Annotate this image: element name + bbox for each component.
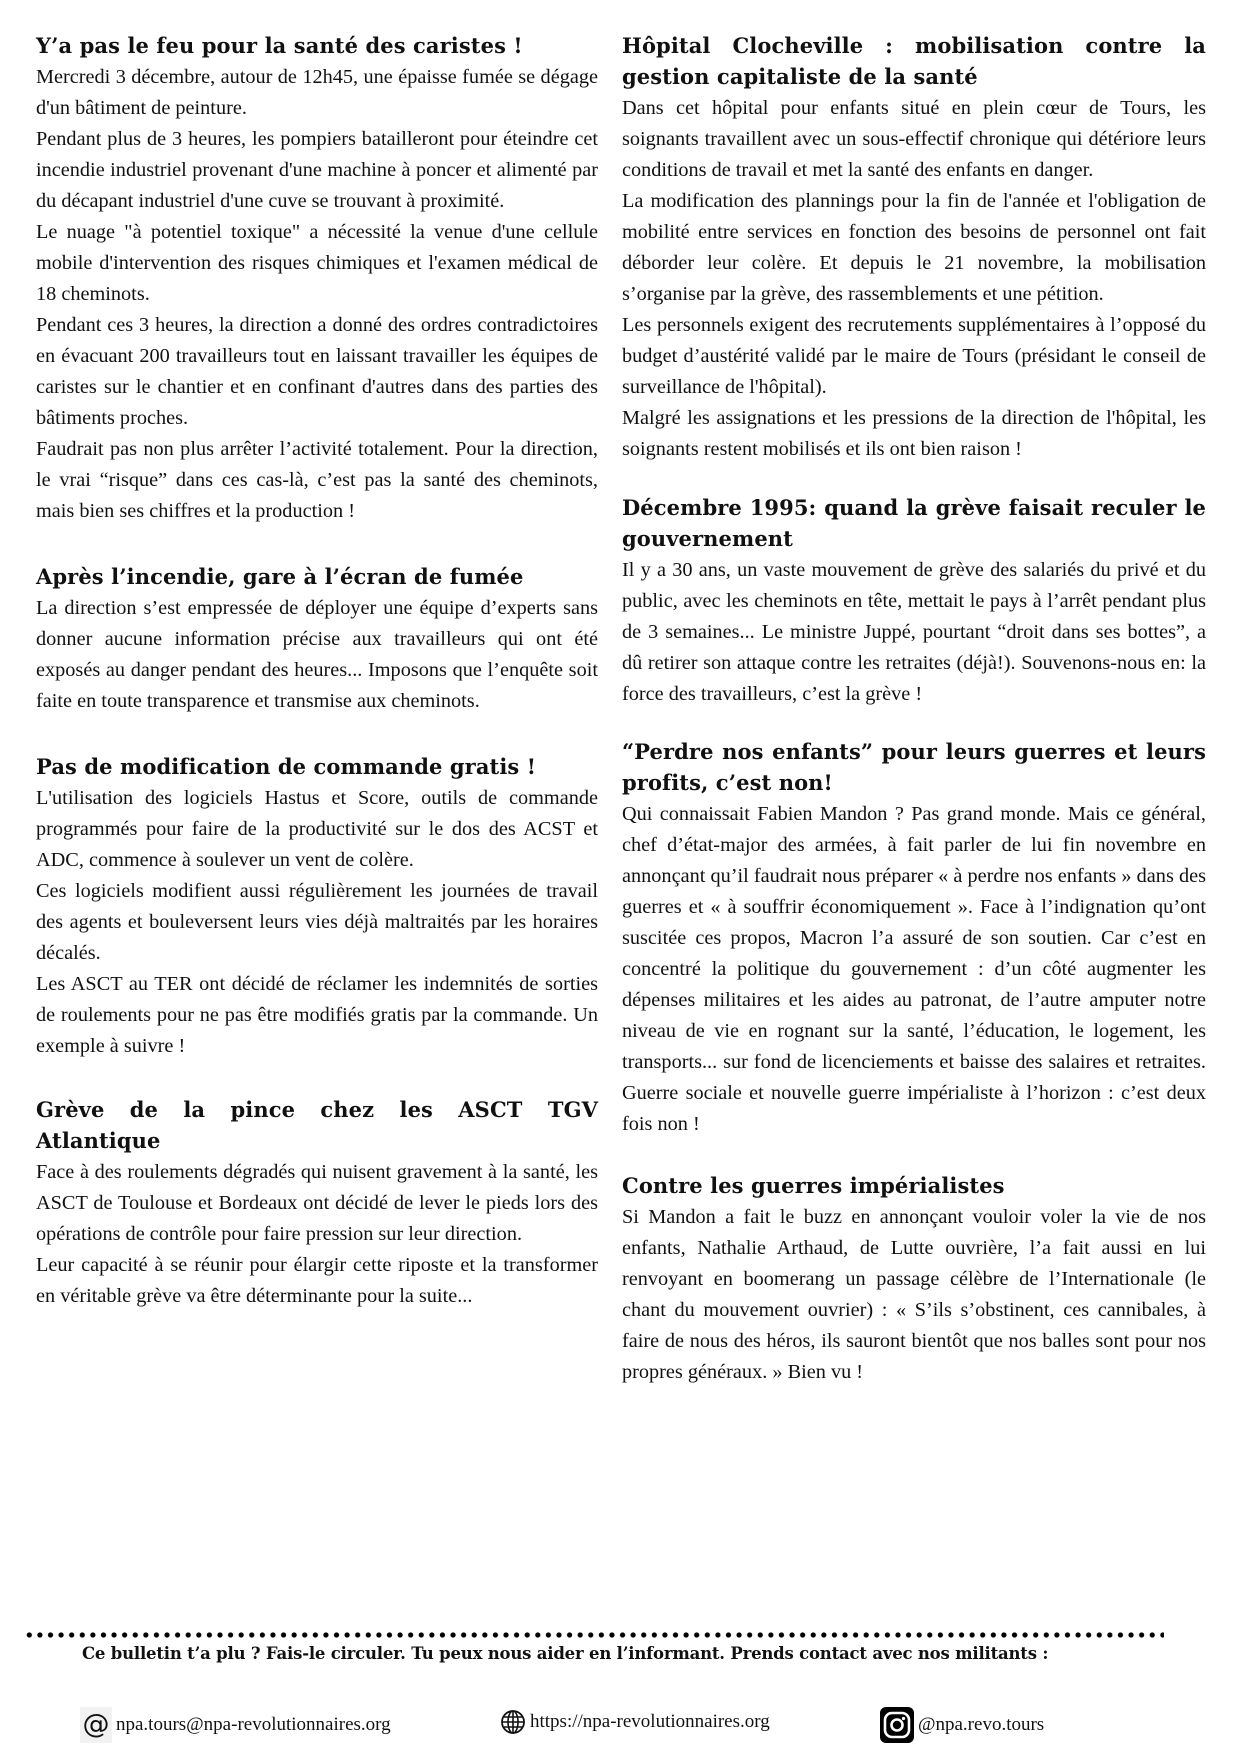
article-title: Grève de la pince chez les ASCT TGV Atlantique — [36, 1097, 598, 1153]
article-caristes-fire — [36, 30, 598, 527]
article-paragraph: La direction s’est empressée de déployer une équipe d’experts sans donner aucune information précise aux travailleurs qui ont été exposés au danger pendant des heures... Imposons que l’enquête soit faite en toute transparence et transmise aux cheminots. — [36, 597, 598, 712]
article-paragraph: La modification des plannings pour la fin de l'année et l'obligation de mobilité entre services en fonction des besoins de personnel ont fait déborder leur colère. Et depuis le 21 novembre, la mobilisation s’organise par la grève, des rassemblements et une pétition. — [622, 190, 1206, 305]
article-title: Pas de modification de commande gratis ! — [36, 754, 537, 779]
article-paragraph: Les personnels exigent des recrutements supplémentaires à l’opposé du budget d’austérité validé par le maire de Tours (présidant le conseil de surveillance de l'hôpital). — [622, 314, 1206, 398]
spacer — [36, 717, 598, 751]
right-column — [622, 30, 1206, 1388]
article-paragraph: Si Mandon a fait le buzz en annonçant vouloir voler la vie de nos enfants, Nathalie Arthaud, de Lutte ouvrière, l’a fait aussi en lui renvoyant en boomerang un passage célèbre de l’Internationale (le chant du mouvement ouvrier) : « S’ils s’obstinent, ces cannibales, à faire de nous des héros, ils sauront bientôt que nos balles sont pour nos propres généraux. » Bien vu ! — [622, 1206, 1206, 1383]
spacer — [36, 1062, 598, 1094]
instagram-icon — [880, 1707, 914, 1743]
article-commande-gratis — [36, 751, 598, 1062]
article-guerres-imperialistes — [622, 1170, 1206, 1388]
contact-instagram[interactable] — [880, 1707, 1044, 1743]
article-title: Décembre 1995: quand la grève faisait reculer le gouvernement — [622, 495, 1206, 551]
article-paragraph: Dans cet hôpital pour enfants situé en plein cœur de Tours, les soignants travaillent avec un sous-effectif chronique qui détériore leurs conditions de travail et met la santé des enfants en danger. — [622, 97, 1206, 181]
contact-email[interactable] — [80, 1707, 391, 1743]
article-title: Hôpital Clocheville : mobilisation contre la gestion capitaliste de la santé — [622, 33, 1206, 89]
article-smoke-screen — [36, 561, 598, 717]
article-paragraph: Ces logiciels modifient aussi régulièrement les journées de travail des agents et bouleversent leurs vies déjà maltraités par les horaires décalés. — [36, 880, 598, 964]
spacer — [622, 710, 1206, 736]
article-title: Contre les guerres impérialistes — [622, 1173, 1005, 1198]
article-paragraph: Pendant plus de 3 heures, les pompiers batailleront pour éteindre cet incendie industriel provenant d'une machine à poncer et alimenté par du décapant industriel d'une cuve se trouvant à proximité. — [36, 128, 598, 212]
article-title: Après l’incendie, gare à l’écran de fumée — [36, 564, 524, 589]
contact-website[interactable] — [500, 1709, 770, 1735]
article-paragraph: L'utilisation des logiciels Hastus et Score, outils de commande programmés pour faire de la productivité sur le dos des ACST et ADC, commence à soulever un vent de colère. — [36, 787, 598, 871]
article-paragraph: Leur capacité à se réunir pour élargir cette riposte et la transformer en véritable grève va être déterminante pour la suite... — [36, 1254, 598, 1307]
spacer — [622, 465, 1206, 492]
footer-contacts — [0, 1707, 1241, 1747]
footer-call-to-action: Ce bulletin t’a plu ? Fais-le circuler. Tu peux nous aider en l’informant. Prends contact avec nos militants : — [82, 1644, 1049, 1663]
contact-instagram-text[interactable]: @npa.revo.tours — [918, 1714, 1045, 1735]
article-title: “Perdre nos enfants” pour leurs guerres et leurs profits, c’est non! — [622, 739, 1206, 795]
article-decembre-1995 — [622, 492, 1206, 710]
contact-email-text[interactable]: npa.tours@npa-revolutionnaires.org — [116, 1714, 391, 1735]
left-column — [36, 30, 598, 1312]
contact-website-text[interactable]: https://npa-revolutionnaires.org — [530, 1711, 770, 1732]
dotted-divider — [24, 1631, 1164, 1639]
article-perdre-nos-enfants — [622, 736, 1206, 1140]
spacer — [622, 1140, 1206, 1170]
article-paragraph: Face à des roulements dégradés qui nuisent gravement à la santé, les ASCT de Toulouse et Bordeaux ont décidé de lever le pieds lors des opérations de contrôle pour faire pression sur leur direction. — [36, 1161, 598, 1245]
article-paragraph: Malgré les assignations et les pressions de la direction de l'hôpital, les soignants restent mobilisés et ils ont bien raison ! — [622, 407, 1206, 460]
globe-icon — [500, 1709, 526, 1735]
article-paragraph: Mercredi 3 décembre, autour de 12h45, une épaisse fumée se dégage d'un bâtiment de peinture. — [36, 66, 598, 119]
article-paragraph: Le nuage "à potentiel toxique" a nécessité la venue d'une cellule mobile d'intervention des risques chimiques et l'examen médical de 18 cheminots. — [36, 221, 598, 305]
article-clocheville — [622, 30, 1206, 465]
at-icon: @ — [80, 1707, 112, 1743]
article-paragraph: Pendant ces 3 heures, la direction a donné des ordres contradictoires en évacuant 200 travailleurs tout en laissant travailler les équipes de caristes sur le chantier et en confinant d'autres dans des parties des bâtiments proches. — [36, 314, 598, 429]
article-paragraph: Faudrait pas non plus arrêter l’activité totalement. Pour la direction, le vrai “risque” dans ces cas-là, c’est pas la santé des cheminots, mais bien ses chiffres et la production ! — [36, 438, 598, 522]
article-greve-pince — [36, 1094, 598, 1312]
article-paragraph: Qui connaissait Fabien Mandon ? Pas grand monde. Mais ce général, chef d’état-major des armées, à fait parler de lui fin novembre en annonçant qu’il faudrait nous préparer « à perdre nos enfants » dans des guerres et « à souffrir économiquement ». Face à l’indignation qu’ont suscitée ces propos, Macron l’a assuré de son soutien. Car c’est en concentré la politique du gouvernement : d’un côté augmenter les dépenses militaires et les aides au patronat, de l’autre amputer notre niveau de vie en rognant sur la santé, l’éducation, le logement, les transports... sur fond de licenciements et baisse des salaires et retraites. Guerre sociale et nouvelle guerre impérialiste à l’horizon : c’est deux fois non ! — [622, 803, 1206, 1135]
spacer — [36, 527, 598, 561]
article-paragraph: Les ASCT au TER ont décidé de réclamer les indemnités de sorties de roulements pour ne pas être modifiés gratis par la commande. Un exemple à suivre ! — [36, 973, 598, 1057]
article-title: Y’a pas le feu pour la santé des caristes ! — [36, 33, 523, 58]
article-paragraph: Il y a 30 ans, un vaste mouvement de grève des salariés du privé et du public, avec les cheminots en tête, mettait le pays à l’arrêt pendant plus de 3 semaines... Le ministre Juppé, pourtant “droit dans ses bottes”, a dû retirer son attaque contre les retraites (déjà!). Souvenons-nous en: la force des travailleurs, c’est la grève ! — [622, 559, 1206, 705]
